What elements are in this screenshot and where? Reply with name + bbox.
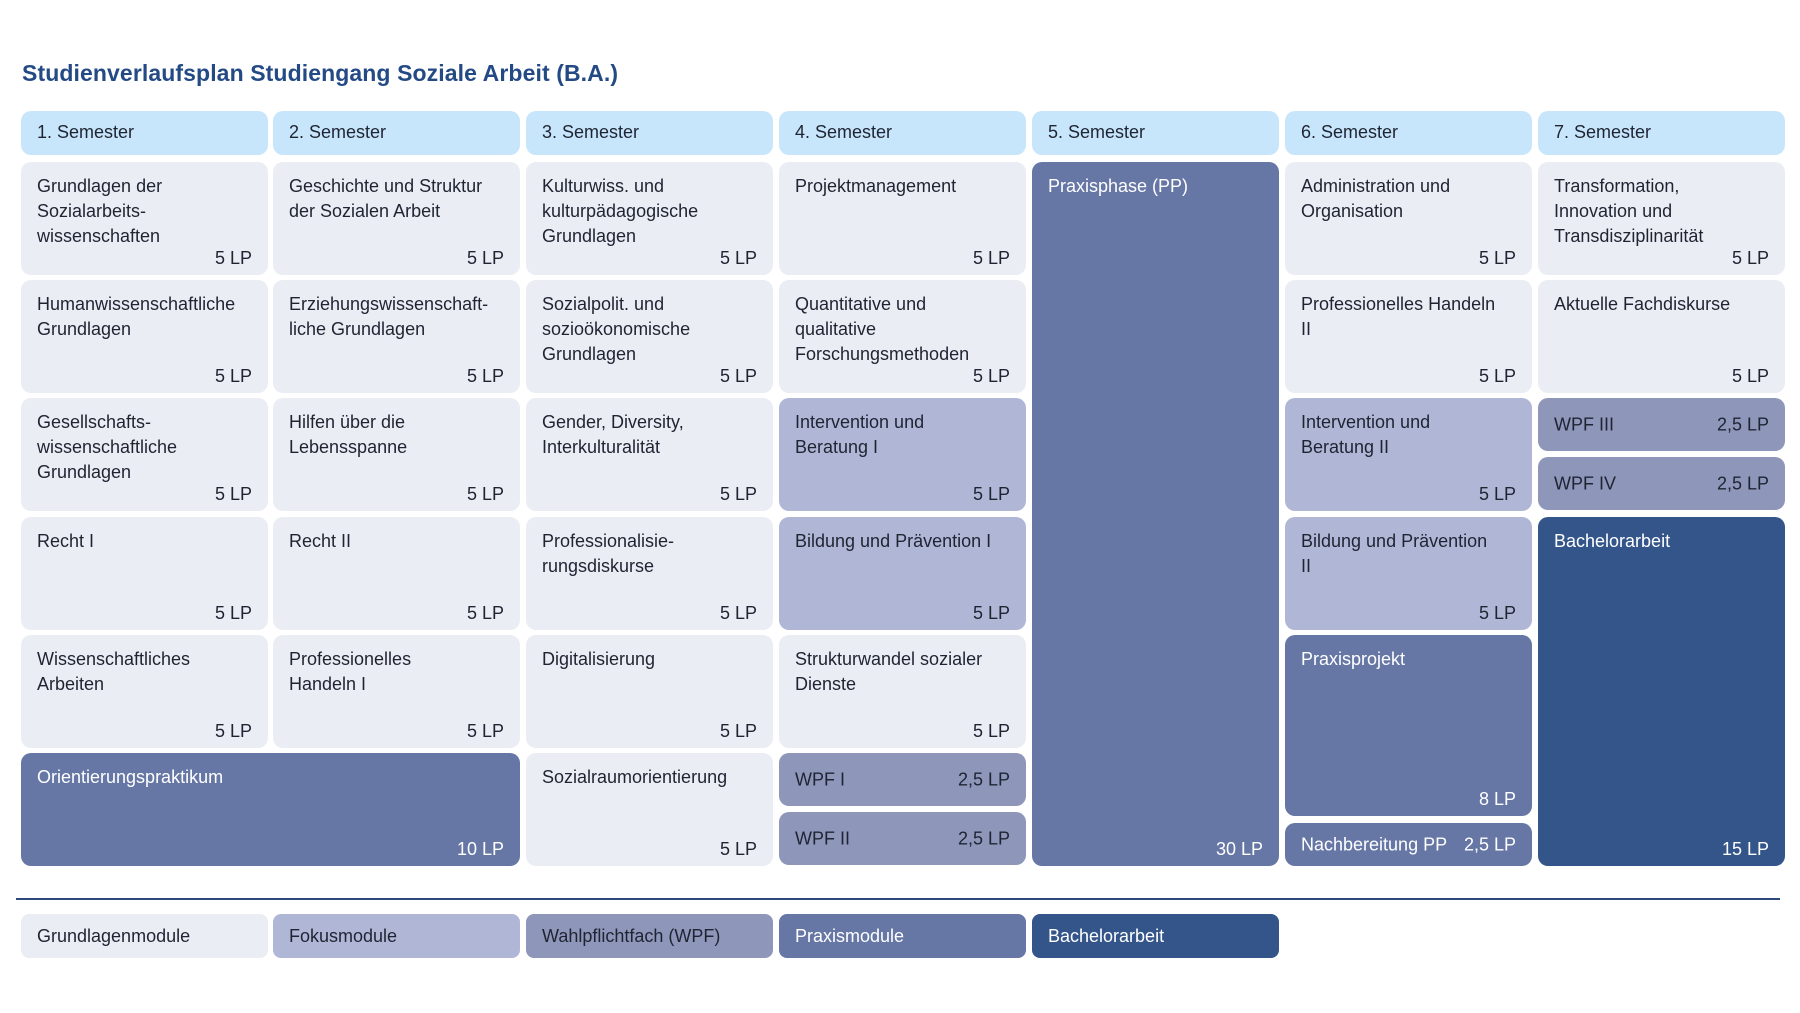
- module-name: Kulturwiss. und kulturpädagogische Grundlagen: [542, 176, 699, 246]
- module-name: Nachbereitung PP: [1301, 834, 1448, 854]
- module-name: Bildung und Prävention II: [1301, 531, 1488, 576]
- module-credits: 5 LP: [214, 484, 252, 504]
- module-credits: 5 LP: [1731, 248, 1769, 268]
- semester-header-2: 2. Semester: [273, 111, 520, 155]
- module-intervention-und-beratung-ii: [1285, 398, 1532, 511]
- module-name: Humanwissenschaftliche Grundlagen: [37, 294, 236, 339]
- module-orientierungspraktikum: [21, 753, 520, 866]
- module-wpf-iii: [1538, 398, 1785, 451]
- module-kulturwiss-und-kulturpaedagogische-grundlagen: [526, 162, 773, 275]
- module-aktuelle-fachdiskurse: [1538, 280, 1785, 393]
- module-transformation-innovation-und-transdisziplinaritaet: [1538, 162, 1785, 275]
- module-name: Professionalisie- rungsdiskurse: [542, 531, 675, 576]
- module-credits: 5 LP: [466, 248, 504, 268]
- module-name: WPF III: [1554, 414, 1614, 434]
- module-name: Recht II: [289, 531, 352, 551]
- page-title: Studienverlaufsplan Studiengang Soziale Arbeit (B.A.): [22, 60, 619, 86]
- module-wpf-iv: [1538, 457, 1785, 510]
- legend-item-fokusmodule: Fokusmodule: [273, 914, 520, 958]
- module-quantitative-und-qualitative-forschungsmethoden: [779, 280, 1026, 393]
- module-name: Erziehungswissenschaft- liche Grundlagen: [289, 294, 489, 339]
- module-name: Professionelles Handeln I: [289, 649, 412, 694]
- module-credits: 5 LP: [719, 248, 757, 268]
- legend-item-bachelorarbeit: Bachelorarbeit: [1032, 914, 1279, 958]
- module-wpf-ii: [779, 812, 1026, 865]
- module-name: Digitalisierung: [542, 649, 656, 669]
- module-credits: 5 LP: [214, 721, 252, 741]
- legend-divider: [16, 898, 1780, 900]
- module-credits: 5 LP: [719, 839, 757, 859]
- module-geschichte-und-struktur-der-sozialen-arbeit: [273, 162, 520, 275]
- module-name: Transformation, Innovation und Transdisziplinarität: [1554, 176, 1704, 246]
- semester-header-6: 6. Semester: [1285, 111, 1532, 155]
- module-gesellschafts-wissenschaftliche-grundlagen: [21, 398, 268, 511]
- module-name: Quantitative und qualitative Forschungsmethoden: [795, 294, 970, 364]
- semester-header-3: 3. Semester: [526, 111, 773, 155]
- module-nachbereitung-pp: [1285, 823, 1532, 866]
- semester-header-7: 7. Semester: [1538, 111, 1785, 155]
- module-name: Intervention und Beratung II: [1301, 412, 1431, 457]
- module-professionelles-handeln-ii: [1285, 280, 1532, 393]
- semester-header-4: 4. Semester: [779, 111, 1026, 155]
- module-credits: 2,5 LP: [1716, 414, 1769, 434]
- module-credits: 2,5 LP: [1463, 834, 1516, 854]
- module-name: Sozialpolit. und sozioökonomische Grundlagen: [542, 294, 691, 364]
- module-strukturwandel-sozialer-dienste: [779, 635, 1026, 748]
- module-credits: 8 LP: [1478, 789, 1516, 809]
- module-name: Intervention und Beratung I: [795, 412, 925, 457]
- module-wpf-i: [779, 753, 1026, 806]
- module-name: Gesellschafts- wissenschaftliche Grundlagen: [37, 412, 178, 482]
- module-digitalisierung: [526, 635, 773, 748]
- module-credits: 5 LP: [719, 366, 757, 386]
- semester-header-5: 5. Semester: [1032, 111, 1279, 155]
- module-professionelles-handeln-i: [273, 635, 520, 748]
- module-credits: 5 LP: [972, 721, 1010, 741]
- module-credits: 5 LP: [1478, 366, 1516, 386]
- module-name: Bildung und Prävention I: [795, 531, 992, 551]
- module-name: Bachelorarbeit: [1554, 531, 1671, 551]
- module-humanwissenschaftliche-grundlagen: [21, 280, 268, 393]
- semester-header-1: 1. Semester: [21, 111, 268, 155]
- module-name: Aktuelle Fachdiskurse: [1554, 294, 1731, 314]
- module-name: Projektmanagement: [795, 176, 957, 196]
- module-projektmanagement: [779, 162, 1026, 275]
- module-name: Grundlagen der Sozialarbeits- wissenschaften: [37, 176, 163, 246]
- module-name: Orientierungspraktikum: [37, 767, 224, 787]
- module-credits: 5 LP: [1478, 603, 1516, 623]
- module-credits: 5 LP: [972, 484, 1010, 504]
- module-credits: 5 LP: [466, 721, 504, 741]
- module-name: Strukturwandel sozialer Dienste: [795, 649, 983, 694]
- module-credits: 5 LP: [214, 603, 252, 623]
- module-gender-diversity-interkulturalitaet: [526, 398, 773, 511]
- module-bildung-und-praevention-i: [779, 517, 1026, 630]
- module-grundlagen-der-sozialarbeits-wissenschaften: [21, 162, 268, 275]
- module-professionalisie-rungsdiskurse: [526, 517, 773, 630]
- module-credits: 5 LP: [972, 366, 1010, 386]
- module-credits: 2,5 LP: [957, 769, 1010, 789]
- module-credits: 5 LP: [214, 366, 252, 386]
- module-name: WPF I: [795, 769, 845, 789]
- legend-item-praxismodule: Praxismodule: [779, 914, 1026, 958]
- module-credits: 5 LP: [1731, 366, 1769, 386]
- module-credits: 30 LP: [1215, 839, 1263, 859]
- module-credits: 5 LP: [1478, 484, 1516, 504]
- module-sozialraumorientierung: [526, 753, 773, 866]
- module-intervention-und-beratung-i: [779, 398, 1026, 511]
- module-name: Sozialraumorientierung: [542, 767, 728, 787]
- module-administration-und-organisation: [1285, 162, 1532, 275]
- module-name: Geschichte und Struktur der Sozialen Arbeit: [289, 176, 483, 221]
- module-recht-i: [21, 517, 268, 630]
- module-name: Hilfen über die Lebensspanne: [289, 412, 408, 457]
- module-name: WPF II: [795, 828, 850, 848]
- module-credits: 5 LP: [719, 484, 757, 504]
- module-praxisprojekt: [1285, 635, 1532, 816]
- module-name: Administration und Organisation: [1301, 176, 1451, 221]
- module-credits: 10 LP: [456, 839, 504, 859]
- module-name: Professionelles Handeln II: [1301, 294, 1496, 339]
- module-name: Recht I: [37, 531, 95, 551]
- module-name: Praxisprojekt: [1301, 649, 1406, 669]
- module-bachelorarbeit: [1538, 517, 1785, 866]
- module-credits: 5 LP: [466, 603, 504, 623]
- module-credits: 5 LP: [972, 248, 1010, 268]
- legend-item-wahlpflichtfach-wpf: Wahlpflichtfach (WPF): [526, 914, 773, 958]
- module-credits: 5 LP: [466, 484, 504, 504]
- module-credits: 5 LP: [719, 603, 757, 623]
- module-credits: 5 LP: [214, 248, 252, 268]
- module-hilfen-ueber-die-lebensspanne: [273, 398, 520, 511]
- module-credits: 5 LP: [1478, 248, 1516, 268]
- module-sozialpolit-und-soziooekonomische-grundlagen: [526, 280, 773, 393]
- module-credits: 5 LP: [972, 603, 1010, 623]
- module-credits: 2,5 LP: [1716, 473, 1769, 493]
- module-bildung-und-praevention-ii: [1285, 517, 1532, 630]
- module-wissenschaftliches-arbeiten: [21, 635, 268, 748]
- module-credits: 5 LP: [719, 721, 757, 741]
- module-erziehungswissenschaft-liche-grundlagen: [273, 280, 520, 393]
- module-name: Gender, Diversity, Interkulturalität: [542, 412, 684, 457]
- module-praxisphase-pp: [1032, 162, 1279, 866]
- legend-item-grundlagenmodule: Grundlagenmodule: [21, 914, 268, 958]
- module-credits: 15 LP: [1721, 839, 1769, 859]
- module-credits: 2,5 LP: [957, 828, 1010, 848]
- module-recht-ii: [273, 517, 520, 630]
- module-credits: 5 LP: [466, 366, 504, 386]
- module-name: WPF IV: [1554, 473, 1616, 493]
- module-name: Wissenschaftliches Arbeiten: [37, 649, 191, 694]
- module-name: Praxisphase (PP): [1048, 176, 1189, 196]
